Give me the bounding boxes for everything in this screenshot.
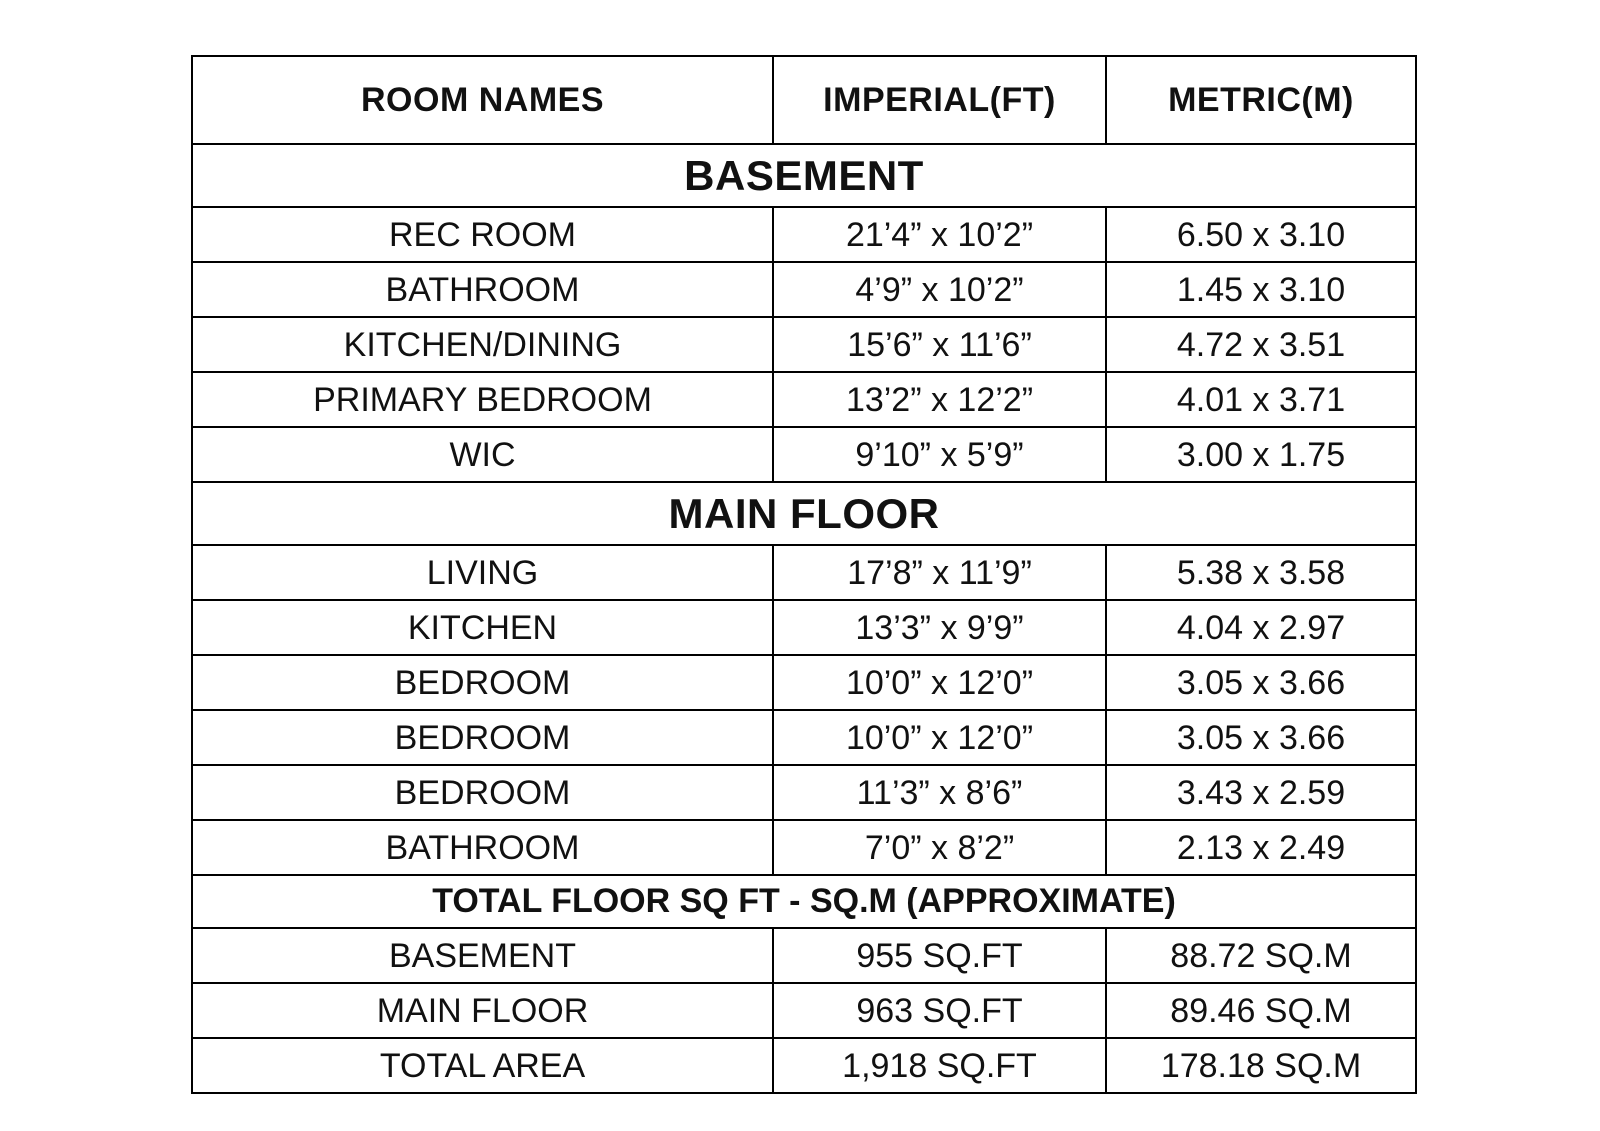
total-imperial: 1,918 SQ.FT <box>773 1038 1106 1093</box>
total-label: BASEMENT <box>192 928 773 983</box>
room-imperial: 9’10” x 5’9” <box>773 427 1106 482</box>
table-row <box>192 820 1416 875</box>
room-name: KITCHEN/DINING <box>192 317 773 372</box>
section-row-basement <box>192 144 1416 207</box>
room-metric: 4.72 x 3.51 <box>1106 317 1416 372</box>
section-row-main-floor <box>192 482 1416 545</box>
total-imperial: 955 SQ.FT <box>773 928 1106 983</box>
total-imperial: 963 SQ.FT <box>773 983 1106 1038</box>
table-row <box>192 317 1416 372</box>
header-metric: METRIC(M) <box>1106 56 1416 144</box>
table-row <box>192 427 1416 482</box>
section-title-main-floor: MAIN FLOOR <box>192 482 1416 545</box>
room-imperial: 13’3” x 9’9” <box>773 600 1106 655</box>
total-metric: 178.18 SQ.M <box>1106 1038 1416 1093</box>
total-label: MAIN FLOOR <box>192 983 773 1038</box>
total-metric: 88.72 SQ.M <box>1106 928 1416 983</box>
room-name: PRIMARY BEDROOM <box>192 372 773 427</box>
room-imperial: 21’4” x 10’2” <box>773 207 1106 262</box>
table-row <box>192 928 1416 983</box>
table-row <box>192 710 1416 765</box>
room-name: KITCHEN <box>192 600 773 655</box>
room-metric: 5.38 x 3.58 <box>1106 545 1416 600</box>
room-imperial: 10’0” x 12’0” <box>773 655 1106 710</box>
table-row <box>192 262 1416 317</box>
header-row <box>192 56 1416 144</box>
room-name: BEDROOM <box>192 710 773 765</box>
room-imperial: 10’0” x 12’0” <box>773 710 1106 765</box>
room-imperial: 15’6” x 11’6” <box>773 317 1106 372</box>
section-title-basement: BASEMENT <box>192 144 1416 207</box>
header-room-names: ROOM NAMES <box>192 56 773 144</box>
room-imperial: 11’3” x 8’6” <box>773 765 1106 820</box>
table-row <box>192 655 1416 710</box>
room-name: BATHROOM <box>192 820 773 875</box>
total-metric: 89.46 SQ.M <box>1106 983 1416 1038</box>
room-imperial: 13’2” x 12’2” <box>773 372 1106 427</box>
room-name: REC ROOM <box>192 207 773 262</box>
room-metric: 2.13 x 2.49 <box>1106 820 1416 875</box>
totals-title-row <box>192 875 1416 928</box>
room-metric: 3.05 x 3.66 <box>1106 655 1416 710</box>
room-metric: 4.04 x 2.97 <box>1106 600 1416 655</box>
header-imperial: IMPERIAL(FT) <box>773 56 1106 144</box>
room-imperial: 7’0” x 8’2” <box>773 820 1106 875</box>
room-imperial: 4’9” x 10’2” <box>773 262 1106 317</box>
room-name: LIVING <box>192 545 773 600</box>
room-name: BEDROOM <box>192 655 773 710</box>
room-name: BATHROOM <box>192 262 773 317</box>
room-metric: 4.01 x 3.71 <box>1106 372 1416 427</box>
totals-title: TOTAL FLOOR SQ FT - SQ.M (APPROXIMATE) <box>192 875 1416 928</box>
total-label: TOTAL AREA <box>192 1038 773 1093</box>
table-row <box>192 1038 1416 1093</box>
table-row <box>192 207 1416 262</box>
room-name: BEDROOM <box>192 765 773 820</box>
room-name: WIC <box>192 427 773 482</box>
room-dimensions-table <box>191 55 1417 1094</box>
table-row <box>192 983 1416 1038</box>
room-metric: 3.43 x 2.59 <box>1106 765 1416 820</box>
room-imperial: 17’8” x 11’9” <box>773 545 1106 600</box>
table-row <box>192 372 1416 427</box>
room-metric: 3.05 x 3.66 <box>1106 710 1416 765</box>
room-metric: 6.50 x 3.10 <box>1106 207 1416 262</box>
table-row <box>192 600 1416 655</box>
room-metric: 3.00 x 1.75 <box>1106 427 1416 482</box>
table-row <box>192 765 1416 820</box>
room-metric: 1.45 x 3.10 <box>1106 262 1416 317</box>
table-row <box>192 545 1416 600</box>
